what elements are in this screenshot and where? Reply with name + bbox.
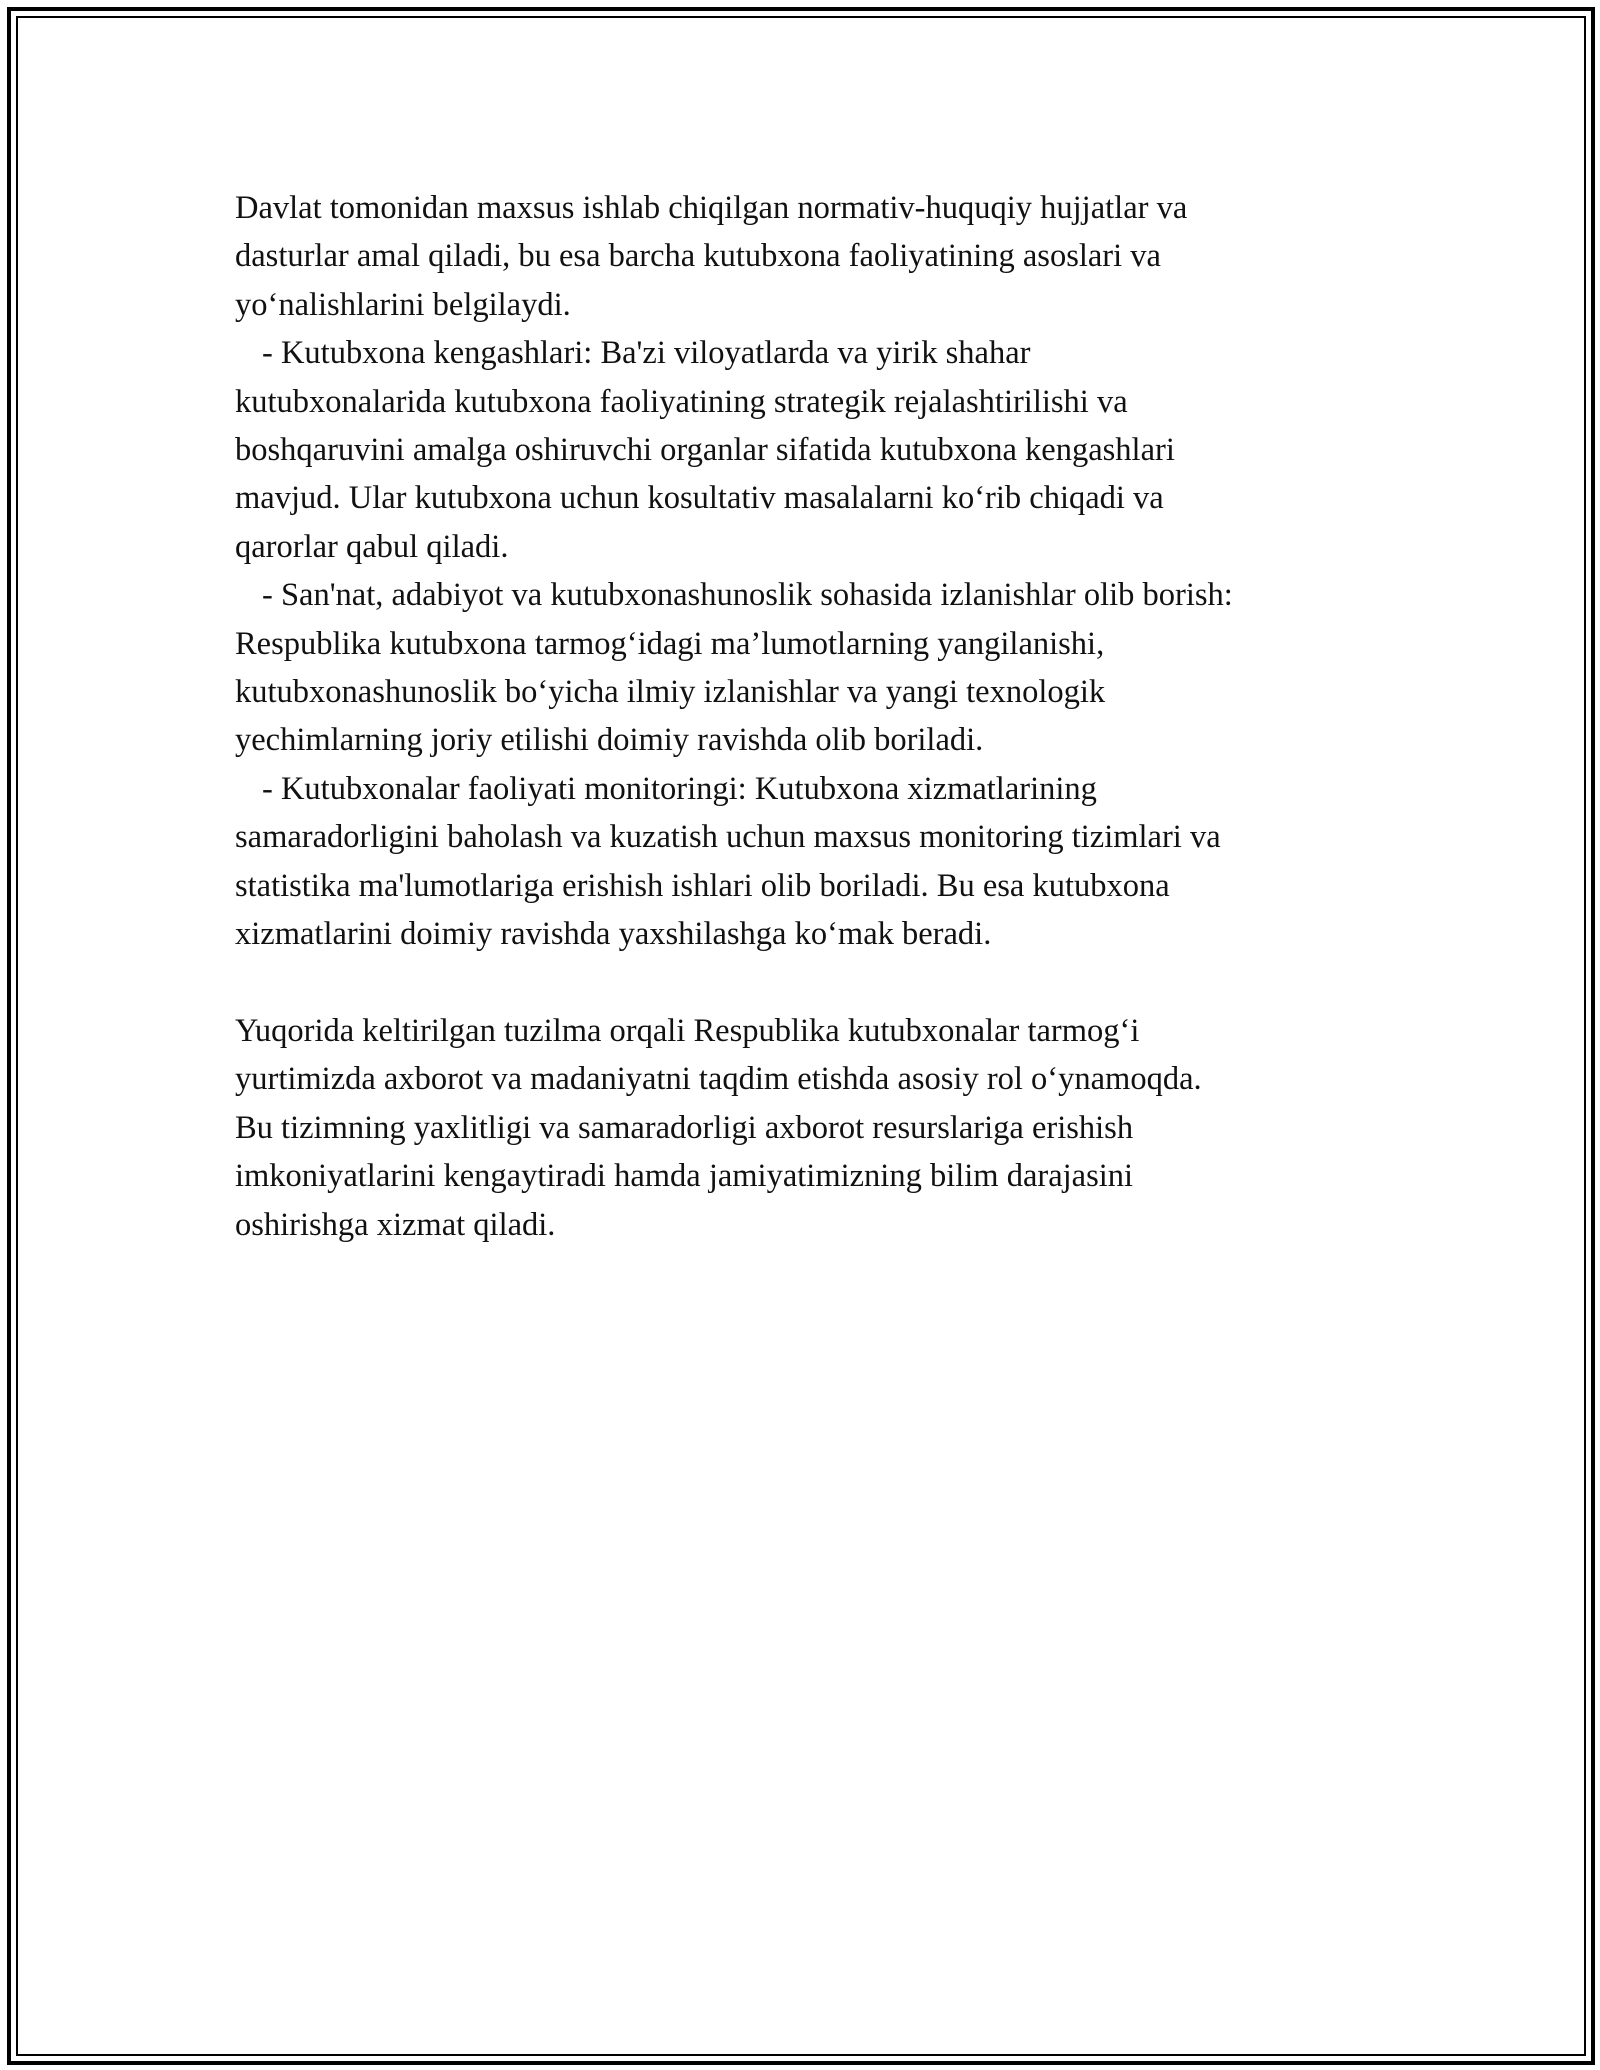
- text-line: Bu tizimning yaxlitligi va samaradorligi axborot resurslariga erishish: [235, 1109, 1134, 1146]
- list-item-kutubxona-kengashlari: [235, 329, 1375, 571]
- list-item-izlanishlar: [235, 571, 1375, 765]
- list-item-lead-line: - San'nat, adabiyot va kutubxonashunoslik sohasida izlanishlar olib borish:: [262, 577, 1233, 614]
- document-body: [235, 184, 1375, 1249]
- text-line: Davlat tomonidan maxsus ishlab chiqilgan normativ-huquqiy hujjatlar va: [235, 190, 1188, 226]
- list-item-lead-line: - Kutubxona kengashlari: Ba'zi viloyatlarda va yirik shahar: [262, 335, 1031, 372]
- list-item-monitoring: [235, 765, 1375, 959]
- text-line: statistika ma'lumotlariga erishish ishlari olib boriladi. Bu esa kutubxona: [235, 867, 1170, 904]
- text-line: yechimlarning joriy etilishi doimiy ravishda olib boriladi.: [235, 722, 984, 759]
- text-line: Respublika kutubxona tarmog‘idagi ma’lumotlarning yangilanishi,: [235, 625, 1105, 662]
- text-line: Yuqorida keltirilgan tuzilma orqali Respublika kutubxonalar tarmog‘i: [235, 1012, 1140, 1049]
- text-line: kutubxonashunoslik bo‘yicha ilmiy izlanishlar va yangi texnologik: [235, 674, 1106, 711]
- paragraph-gap: [235, 959, 1375, 1007]
- text-line: yo‘nalishlarini belgilaydi.: [235, 286, 571, 323]
- text-line: boshqaruvini amalga oshiruvchi organlar sifatida kutubxona kengashlari: [235, 432, 1175, 469]
- text-line: mavjud. Ular kutubxona uchun kosultativ masalalarni ko‘rib chiqadi va: [235, 480, 1164, 517]
- text-line: imkoniyatlarini kengaytiradi hamda jamiyatimizning bilim darajasini: [235, 1158, 1134, 1195]
- text-line: dasturlar amal qiladi, bu esa barcha kutubxona faoliyatining asoslari va: [235, 238, 1161, 275]
- list-item-lead-line: - Kutubxonalar faoliyati monitoringi: Kutubxona xizmatlarining: [262, 770, 1097, 807]
- text-line: kutubxonalarida kutubxona faoliyatining strategik rejalashtirilishi va: [235, 383, 1128, 420]
- paragraph-conclusion: [235, 1007, 1375, 1249]
- text-line: qarorlar qabul qiladi.: [235, 528, 509, 565]
- text-line: samaradorligini baholash va kuzatish uchun maxsus monitoring tizimlari va: [235, 819, 1221, 856]
- text-line: oshirishga xizmat qiladi.: [235, 1206, 556, 1243]
- text-line: xizmatlarini doimiy ravishda yaxshilashga ko‘mak beradi.: [235, 916, 992, 953]
- text-line: yurtimizda axborot va madaniyatni taqdim etishda asosiy rol o‘ynamoqda.: [235, 1061, 1202, 1098]
- paragraph-intro: [235, 184, 1375, 329]
